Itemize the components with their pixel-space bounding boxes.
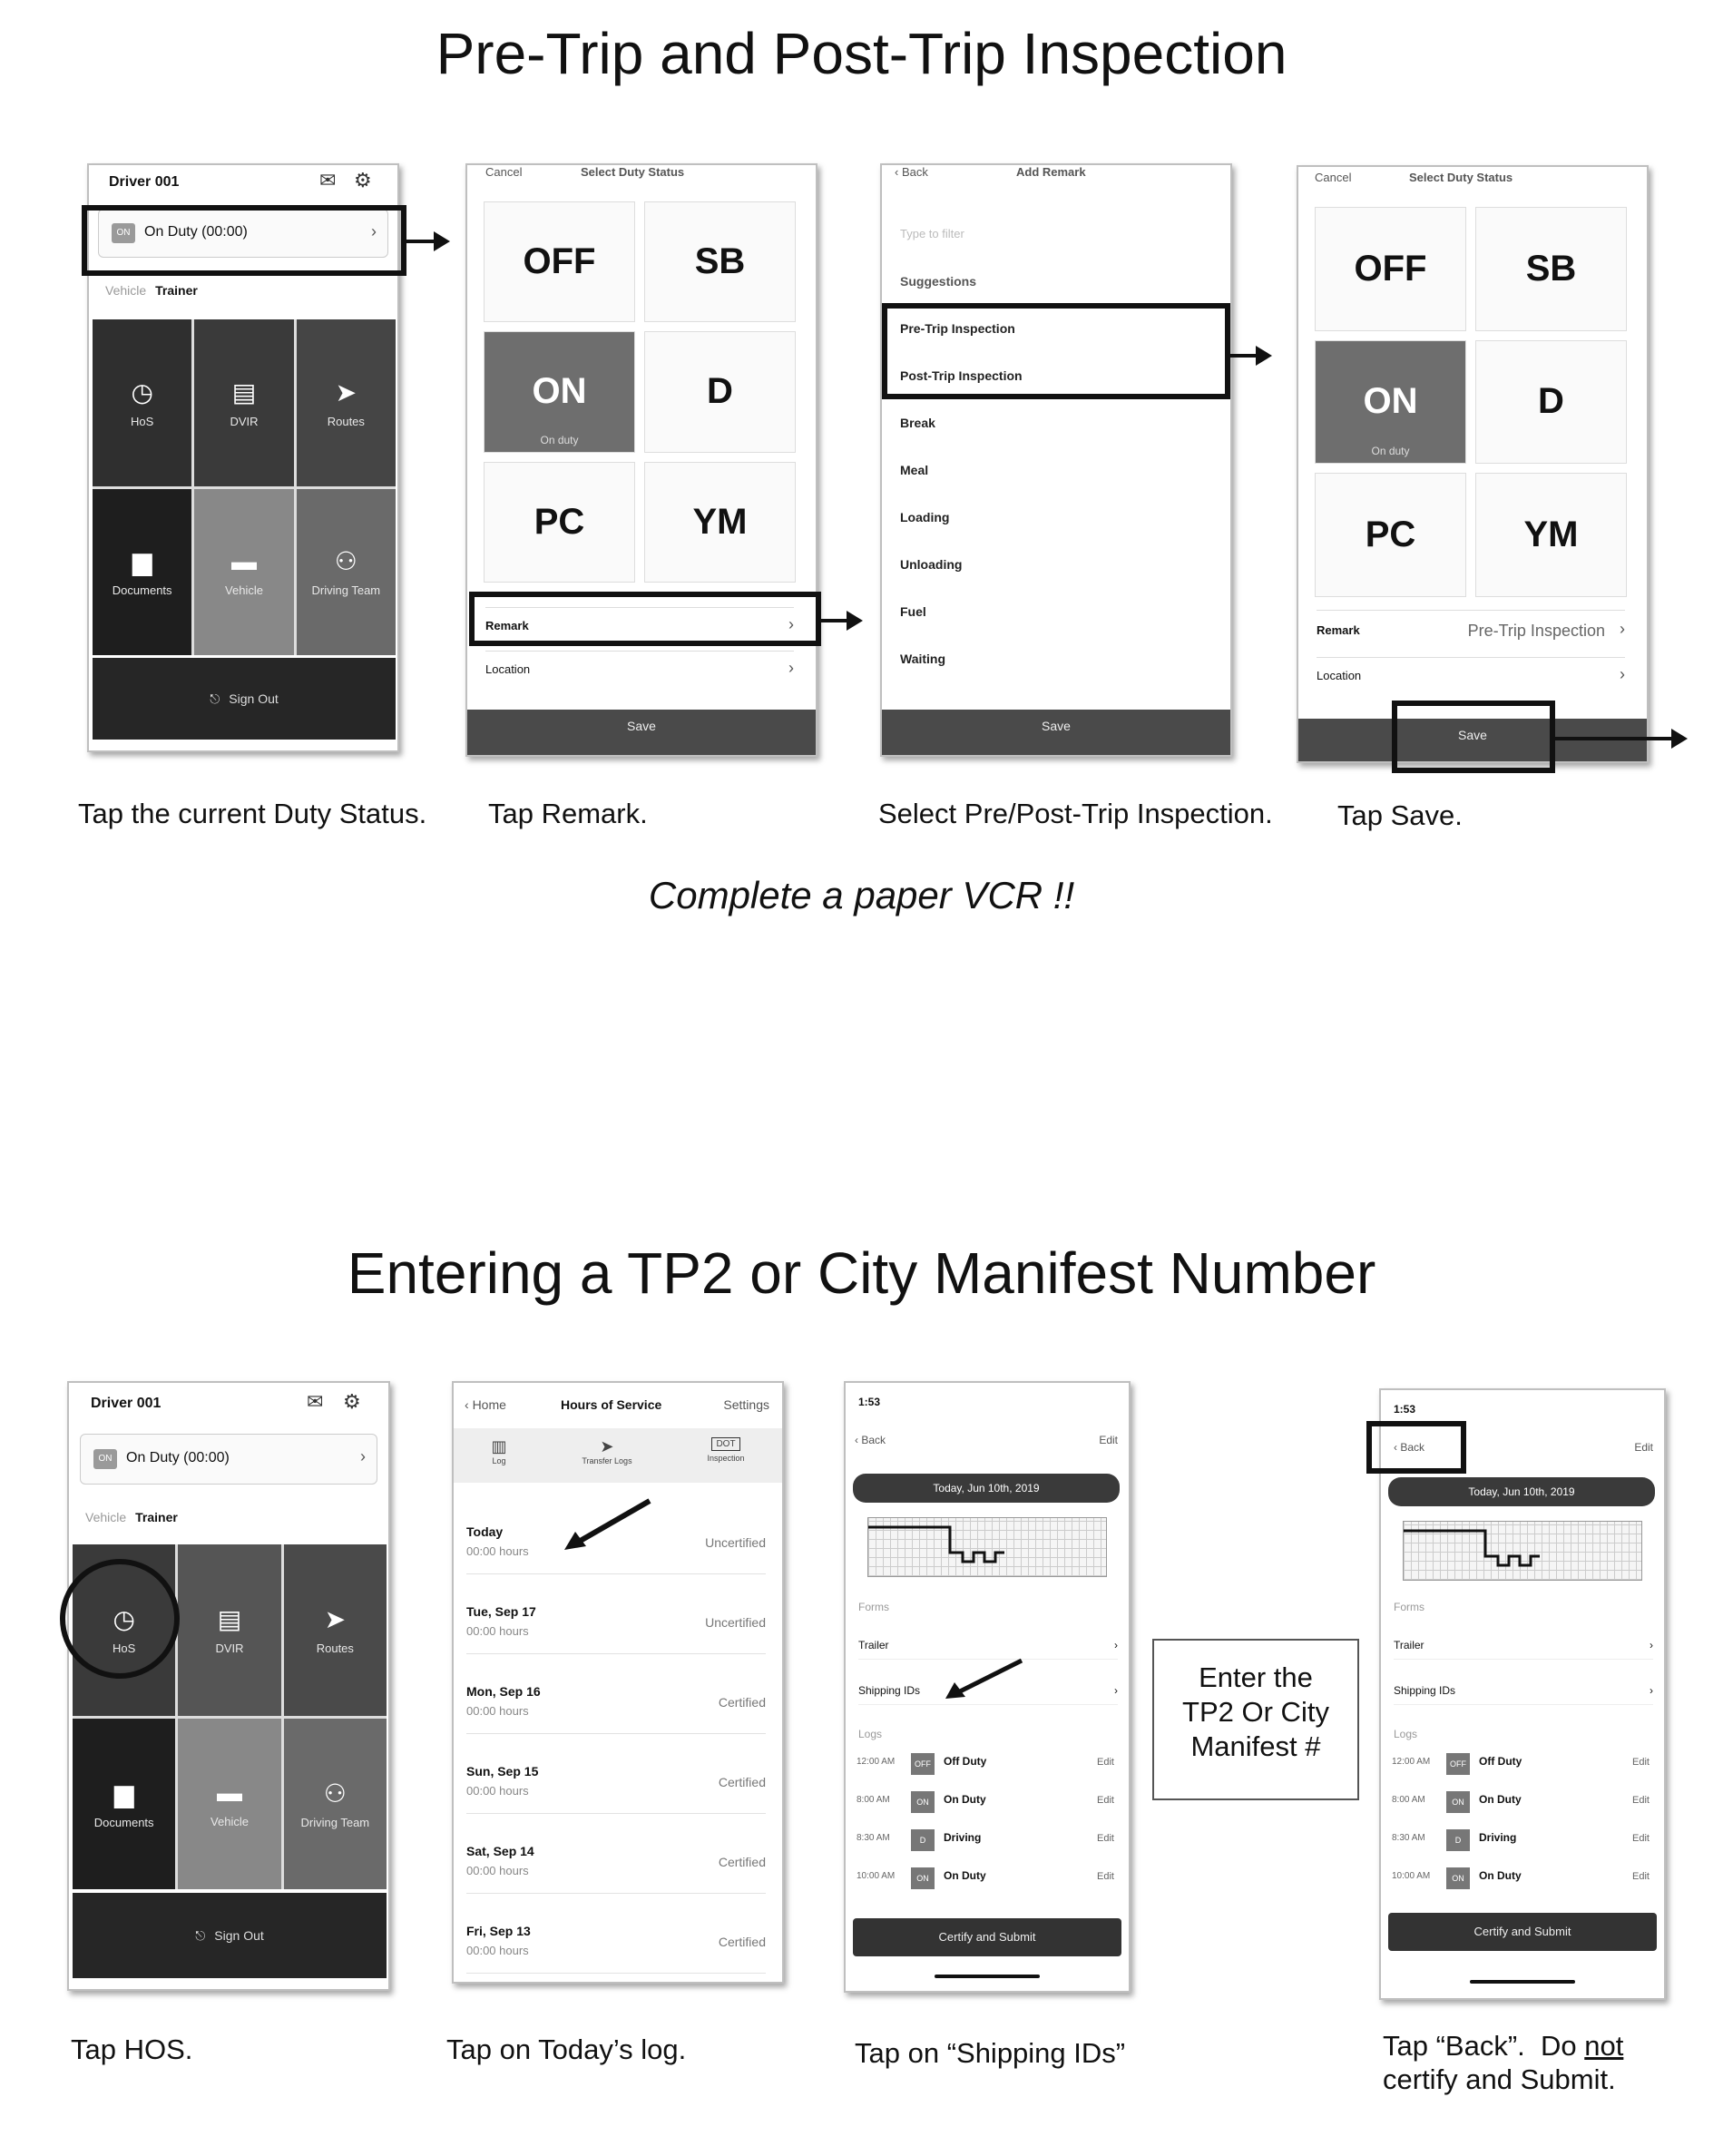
save-label: Save (627, 719, 656, 733)
tile-vehicle[interactable] (194, 489, 293, 656)
vcr-note: Complete a paper VCR !! (648, 874, 1075, 916)
log-status: Uncertified (705, 1535, 766, 1550)
navigation-icon: ➤ (335, 377, 357, 407)
duty-status-text: On Duty (00:00) (126, 1450, 230, 1465)
duty-status-grid (1315, 207, 1627, 597)
entry-time: 12:00 AM (857, 1757, 896, 1767)
step-caption: Tap Save. (1337, 799, 1463, 831)
entry-badge: D (911, 1829, 935, 1851)
screen-title: Select Duty Status (1409, 171, 1513, 184)
step-caption-back (1383, 2029, 1623, 2096)
sign-out-button[interactable] (73, 1893, 387, 1978)
log-day: Fri, Sep 13 (466, 1924, 531, 1938)
mail-icon[interactable]: ✉ (307, 1390, 324, 1413)
chevron-right-icon: › (788, 659, 794, 677)
status-off[interactable]: OFF (1315, 207, 1466, 331)
log-status: Certified (718, 1775, 766, 1789)
back-button[interactable]: ‹ Back (1394, 1441, 1425, 1454)
log-hours: 00:00 hours (466, 1784, 529, 1798)
arrow-right-icon (406, 240, 436, 243)
save-label: Save (1042, 719, 1071, 733)
duty-status-grid (484, 201, 796, 583)
entry-edit[interactable]: Edit (1097, 1795, 1114, 1806)
tile-label: Documents (112, 583, 172, 598)
vehicle-row (85, 1510, 178, 1524)
status-on-sub: On duty (1371, 445, 1410, 458)
entry-badge: OFF (911, 1753, 935, 1775)
log-entry[interactable] (857, 1829, 1114, 1851)
mail-icon[interactable]: ✉ (319, 169, 337, 191)
back-label: Back (1400, 1441, 1425, 1454)
date-banner: Today, Jun 10th, 2019 (853, 1474, 1120, 1503)
remark-row[interactable] (1317, 610, 1625, 652)
document-icon: ▆ (113, 1779, 134, 1808)
certify-submit-button[interactable]: Certify and Submit (853, 1918, 1121, 1956)
log-hours: 00:00 hours (466, 1704, 529, 1718)
step-caption: Tap HOS. (71, 2034, 193, 2065)
status-pc[interactable]: PC (1315, 473, 1466, 597)
entry-time: 8:30 AM (857, 1833, 890, 1843)
gear-icon[interactable]: ⚙ (343, 1390, 361, 1413)
tile-label: Routes (327, 414, 365, 428)
log-entry[interactable] (857, 1753, 1114, 1775)
location-label: Location (1317, 669, 1362, 682)
gear-icon[interactable]: ⚙ (354, 169, 372, 191)
highlight-duty-status (82, 205, 406, 276)
save-button[interactable] (882, 710, 1230, 755)
entry-badge: OFF (1446, 1753, 1470, 1775)
duty-graph-line (868, 1518, 1106, 1576)
dot-badge-icon: DOT (711, 1437, 739, 1451)
duty-status-screen-1 (465, 163, 817, 757)
remark-value: Pre-Trip Inspection (1467, 622, 1605, 640)
tile-label: Driving Team (311, 583, 381, 598)
vehicle-label: Vehicle (105, 283, 147, 298)
status-pc[interactable]: PC (484, 462, 635, 583)
cancel-button[interactable]: Cancel (1315, 171, 1352, 184)
entry-badge: ON (1446, 1791, 1470, 1813)
highlight-hos-circle (60, 1559, 180, 1679)
entry-name: On Duty (1479, 1793, 1522, 1806)
tab-log[interactable] (491, 1428, 506, 1483)
log-status: Certified (718, 1855, 766, 1869)
tile-hos[interactable] (93, 319, 191, 486)
chevron-right-icon: › (1114, 1684, 1118, 1697)
document-icon: ▆ (132, 547, 152, 576)
note-line: Enter the (1199, 1661, 1313, 1693)
status-on-label: ON (532, 371, 587, 412)
hours-of-service-screen (452, 1381, 784, 1984)
log-hours: 00:00 hours (466, 1544, 529, 1558)
driver-name: Driver 001 (109, 174, 180, 190)
cancel-button[interactable]: Cancel (485, 165, 523, 179)
vehicle-value: Trainer (155, 283, 198, 298)
tab-label: Transfer Logs (582, 1456, 632, 1465)
tab-label: Log (492, 1456, 506, 1465)
back-label: Back (861, 1434, 886, 1446)
highlight-inspection-options (882, 303, 1230, 399)
shipping-ids-row[interactable] (1394, 1684, 1653, 1705)
edit-button[interactable]: Edit (1099, 1434, 1118, 1446)
home-back-button[interactable]: ‹ Home (465, 1397, 506, 1412)
entry-edit[interactable]: Edit (1632, 1757, 1650, 1768)
step-caption: Select Pre/Post-Trip Inspection. (878, 798, 1273, 829)
vehicle-row (105, 283, 198, 298)
highlight-save (1392, 701, 1555, 773)
log-day: Sun, Sep 15 (466, 1764, 539, 1779)
send-icon: ➤ (600, 1437, 614, 1455)
tile-dvir[interactable] (178, 1544, 280, 1716)
status-sb[interactable]: SB (644, 201, 796, 322)
clock-icon: ◷ (113, 1605, 135, 1634)
step-caption: Tap the current Duty Status. (78, 798, 427, 829)
screen-title: Select Duty Status (581, 165, 685, 179)
clipboard-icon: ▤ (231, 377, 257, 407)
status-d[interactable]: D (1475, 340, 1627, 465)
section1-title: Pre-Trip and Post-Trip Inspection (436, 21, 1287, 86)
tile-dvir[interactable] (194, 319, 293, 486)
navigation-icon: ➤ (324, 1605, 347, 1634)
highlight-back-button (1366, 1421, 1466, 1474)
log-day-row[interactable] (466, 1844, 766, 1894)
tile-driving-team[interactable] (284, 1719, 387, 1890)
edit-button[interactable]: Edit (1634, 1441, 1653, 1454)
entry-edit[interactable]: Edit (1632, 1795, 1650, 1806)
status-time: 1:53 (1394, 1403, 1416, 1416)
suggestions-heading: Suggestions (900, 274, 977, 289)
duty-status-card[interactable] (80, 1434, 377, 1485)
tab-inspection[interactable] (707, 1428, 744, 1483)
tile-label: DVIR (230, 414, 259, 428)
location-row[interactable] (1317, 657, 1625, 694)
vehicle-label: Vehicle (85, 1510, 127, 1524)
chevron-right-icon: › (371, 222, 377, 240)
trailer-row[interactable] (1394, 1639, 1653, 1660)
log-day: Mon, Sep 16 (466, 1684, 541, 1699)
status-on-label: ON (1363, 381, 1418, 422)
shipping-ids-label: Shipping IDs (1394, 1684, 1456, 1697)
car-icon: ▬ (230, 546, 257, 575)
pointer-arrow-icon (944, 1657, 1025, 1702)
log-day-row[interactable] (466, 1604, 766, 1654)
save-button[interactable] (467, 710, 816, 755)
chevron-right-icon: › (1620, 620, 1625, 638)
chevron-right-icon: › (1650, 1684, 1653, 1697)
sign-out-label: Sign Out (214, 1928, 264, 1943)
remark-search-input[interactable]: Type to filter (900, 227, 964, 240)
people-icon: ⚇ (323, 1779, 347, 1808)
entry-name: On Duty (1479, 1869, 1522, 1882)
screen-title: Hours of Service (561, 1397, 662, 1412)
tile-routes[interactable] (297, 319, 396, 486)
vehicle-value: Trainer (135, 1510, 178, 1524)
shipping-ids-label: Shipping IDs (858, 1684, 921, 1697)
tile-label: Routes (316, 1642, 354, 1656)
log-entry[interactable] (1392, 1753, 1650, 1775)
entry-name: Off Duty (944, 1755, 987, 1768)
step-caption: Tap Remark. (488, 798, 648, 829)
forms-heading: Forms (1394, 1601, 1424, 1613)
log-graph (867, 1517, 1107, 1577)
entry-time: 10:00 AM (1392, 1871, 1431, 1881)
chevron-right-icon: › (1114, 1639, 1118, 1651)
tile-label: Driving Team (300, 1815, 370, 1829)
entry-time: 12:00 AM (1392, 1757, 1431, 1767)
suggestion-item[interactable]: Post-Trip Inspection (900, 368, 1023, 383)
entry-edit[interactable]: Edit (1632, 1833, 1650, 1844)
forms-heading: Forms (858, 1601, 889, 1613)
home-screen-2 (67, 1381, 390, 1991)
log-status: Certified (718, 1695, 766, 1710)
status-d[interactable]: D (644, 331, 796, 452)
log-hours: 00:00 hours (466, 1864, 529, 1877)
log-day: Today (466, 1524, 504, 1539)
section2-title: Entering a TP2 or City Manifest Number (347, 1240, 1376, 1306)
tile-documents[interactable] (73, 1719, 175, 1890)
tile-label: HoS (113, 1642, 136, 1656)
entry-badge: ON (911, 1867, 935, 1889)
home-indicator (1470, 1980, 1575, 1984)
status-on[interactable] (484, 331, 635, 452)
entry-name: Driving (1479, 1831, 1517, 1844)
tile-label: Documents (93, 1815, 154, 1829)
back-button[interactable]: ‹ Back (855, 1434, 886, 1446)
add-remark-screen (880, 163, 1232, 757)
log-day-row[interactable] (466, 1924, 766, 1974)
duty-graph-line (1404, 1522, 1641, 1580)
log-entry[interactable] (857, 1791, 1114, 1813)
step-caption: Tap on “Shipping IDs” (855, 2037, 1126, 2069)
log-status: Uncertified (705, 1615, 766, 1630)
highlight-remark (469, 592, 821, 646)
remark-label: Remark (1317, 623, 1360, 637)
logs-heading: Logs (858, 1728, 883, 1740)
status-on[interactable] (1315, 340, 1466, 465)
suggestion-item[interactable]: Waiting (900, 652, 946, 666)
entry-name: On Duty (944, 1869, 986, 1882)
entry-badge: D (1446, 1829, 1470, 1851)
tile-vehicle[interactable] (178, 1719, 280, 1890)
entry-time: 10:00 AM (857, 1871, 896, 1881)
sign-out-icon: ⎋ (210, 691, 220, 706)
car-icon: ▬ (216, 1779, 242, 1808)
entry-edit[interactable]: Edit (1097, 1833, 1114, 1844)
tile-routes[interactable] (284, 1544, 387, 1716)
entry-time: 8:00 AM (857, 1795, 890, 1805)
tab-label: Inspection (707, 1454, 745, 1463)
log-day-row[interactable] (466, 1684, 766, 1734)
log-day: Tue, Sep 17 (466, 1604, 536, 1619)
caption-text: Tap “Back”. Do (1383, 2030, 1585, 2062)
tile-documents[interactable] (93, 489, 191, 656)
status-on-sub: On duty (540, 433, 579, 446)
log-day: Sat, Sep 14 (466, 1844, 534, 1858)
entry-time: 8:00 AM (1392, 1795, 1425, 1805)
step-caption: Tap on Today’s log. (446, 2034, 687, 2065)
sign-out-button[interactable] (93, 658, 396, 740)
duty-status-screen-2 (1297, 165, 1649, 763)
duty-badge: ON (93, 1449, 117, 1469)
certify-submit-button[interactable]: Certify and Submit (1388, 1913, 1657, 1951)
tile-label: Vehicle (225, 583, 263, 597)
location-label: Location (485, 662, 531, 676)
entry-badge: ON (1446, 1867, 1470, 1889)
arrow-right-icon (1230, 354, 1258, 358)
tile-label: HoS (131, 414, 154, 428)
entry-name: On Duty (944, 1793, 986, 1806)
log-entry[interactable] (1392, 1867, 1650, 1889)
back-label: Back (901, 165, 928, 179)
back-button[interactable]: ‹ Back (895, 165, 928, 179)
log-hours: 00:00 hours (466, 1624, 529, 1638)
chart-icon: ▥ (491, 1437, 507, 1455)
status-ym[interactable]: YM (1475, 473, 1627, 597)
log-hours: 00:00 hours (466, 1944, 529, 1957)
save-label: Save (1458, 728, 1487, 742)
log-entry[interactable] (1392, 1791, 1650, 1813)
home-indicator (935, 1975, 1040, 1978)
clock-icon: ◷ (131, 377, 153, 407)
suggestion-item[interactable]: Pre-Trip Inspection (900, 321, 1015, 336)
home-label: Home (472, 1397, 506, 1412)
status-time: 1:53 (858, 1396, 881, 1408)
suggestion-item[interactable]: Break (900, 416, 935, 430)
tile-driving-team[interactable] (297, 489, 396, 656)
home-tiles (93, 319, 396, 655)
sign-out-icon: ⎋ (195, 1927, 206, 1943)
duty-status-text: On Duty (00:00) (144, 224, 248, 240)
duty-badge: ON (112, 223, 135, 243)
chevron-right-icon: › (788, 615, 794, 633)
driver-name: Driver 001 (91, 1396, 162, 1411)
location-row[interactable] (485, 651, 794, 688)
manifest-note-box (1152, 1639, 1359, 1800)
trailer-label: Trailer (858, 1639, 889, 1651)
pointer-arrow-icon (563, 1497, 653, 1552)
log-day-row[interactable] (466, 1764, 766, 1814)
entry-edit[interactable]: Edit (1632, 1871, 1650, 1882)
suggestion-item[interactable]: Meal (900, 463, 929, 477)
trailer-label: Trailer (1394, 1639, 1424, 1651)
status-sb[interactable]: SB (1475, 207, 1627, 331)
suggestion-item[interactable]: Unloading (900, 557, 963, 572)
suggestion-item[interactable]: Loading (900, 510, 950, 524)
log-detail-screen-2 (1379, 1388, 1666, 2000)
entry-badge: ON (911, 1791, 935, 1813)
note-line: TP2 Or City (1182, 1696, 1329, 1728)
chevron-right-icon: › (1620, 665, 1625, 683)
chevron-right-icon: › (360, 1447, 366, 1465)
entry-name: Off Duty (1479, 1755, 1522, 1768)
hos-tabs (454, 1428, 782, 1483)
caption-emphasis: not (1584, 2030, 1624, 2062)
log-status: Certified (718, 1935, 766, 1949)
tile-label: Vehicle (210, 1815, 249, 1829)
logs-heading: Logs (1394, 1728, 1418, 1740)
people-icon: ⚇ (334, 547, 357, 576)
sign-out-label: Sign Out (229, 691, 279, 706)
log-entry[interactable] (1392, 1829, 1650, 1851)
date-banner: Today, Jun 10th, 2019 (1388, 1477, 1655, 1506)
status-ym[interactable]: YM (644, 462, 796, 583)
arrow-right-icon (821, 619, 848, 622)
status-off[interactable]: OFF (484, 201, 635, 322)
entry-edit[interactable]: Edit (1097, 1871, 1114, 1882)
suggestion-item[interactable]: Fuel (900, 604, 926, 619)
entry-time: 8:30 AM (1392, 1833, 1425, 1843)
clipboard-icon: ▤ (217, 1605, 242, 1634)
entry-name: Driving (944, 1831, 982, 1844)
chevron-right-icon: › (1650, 1639, 1653, 1651)
log-entry[interactable] (857, 1867, 1114, 1889)
screen-title: Add Remark (1016, 165, 1086, 179)
tile-label: DVIR (215, 1642, 244, 1656)
remark-label: Remark (485, 619, 529, 632)
note-line: Manifest # (1190, 1730, 1321, 1762)
settings-link[interactable]: Settings (723, 1397, 769, 1412)
tab-transfer-logs[interactable] (582, 1428, 631, 1483)
entry-edit[interactable]: Edit (1097, 1757, 1114, 1768)
log-graph (1403, 1521, 1642, 1581)
caption-text: certify and Submit. (1383, 2063, 1616, 2095)
arrow-right-icon (1555, 737, 1673, 740)
